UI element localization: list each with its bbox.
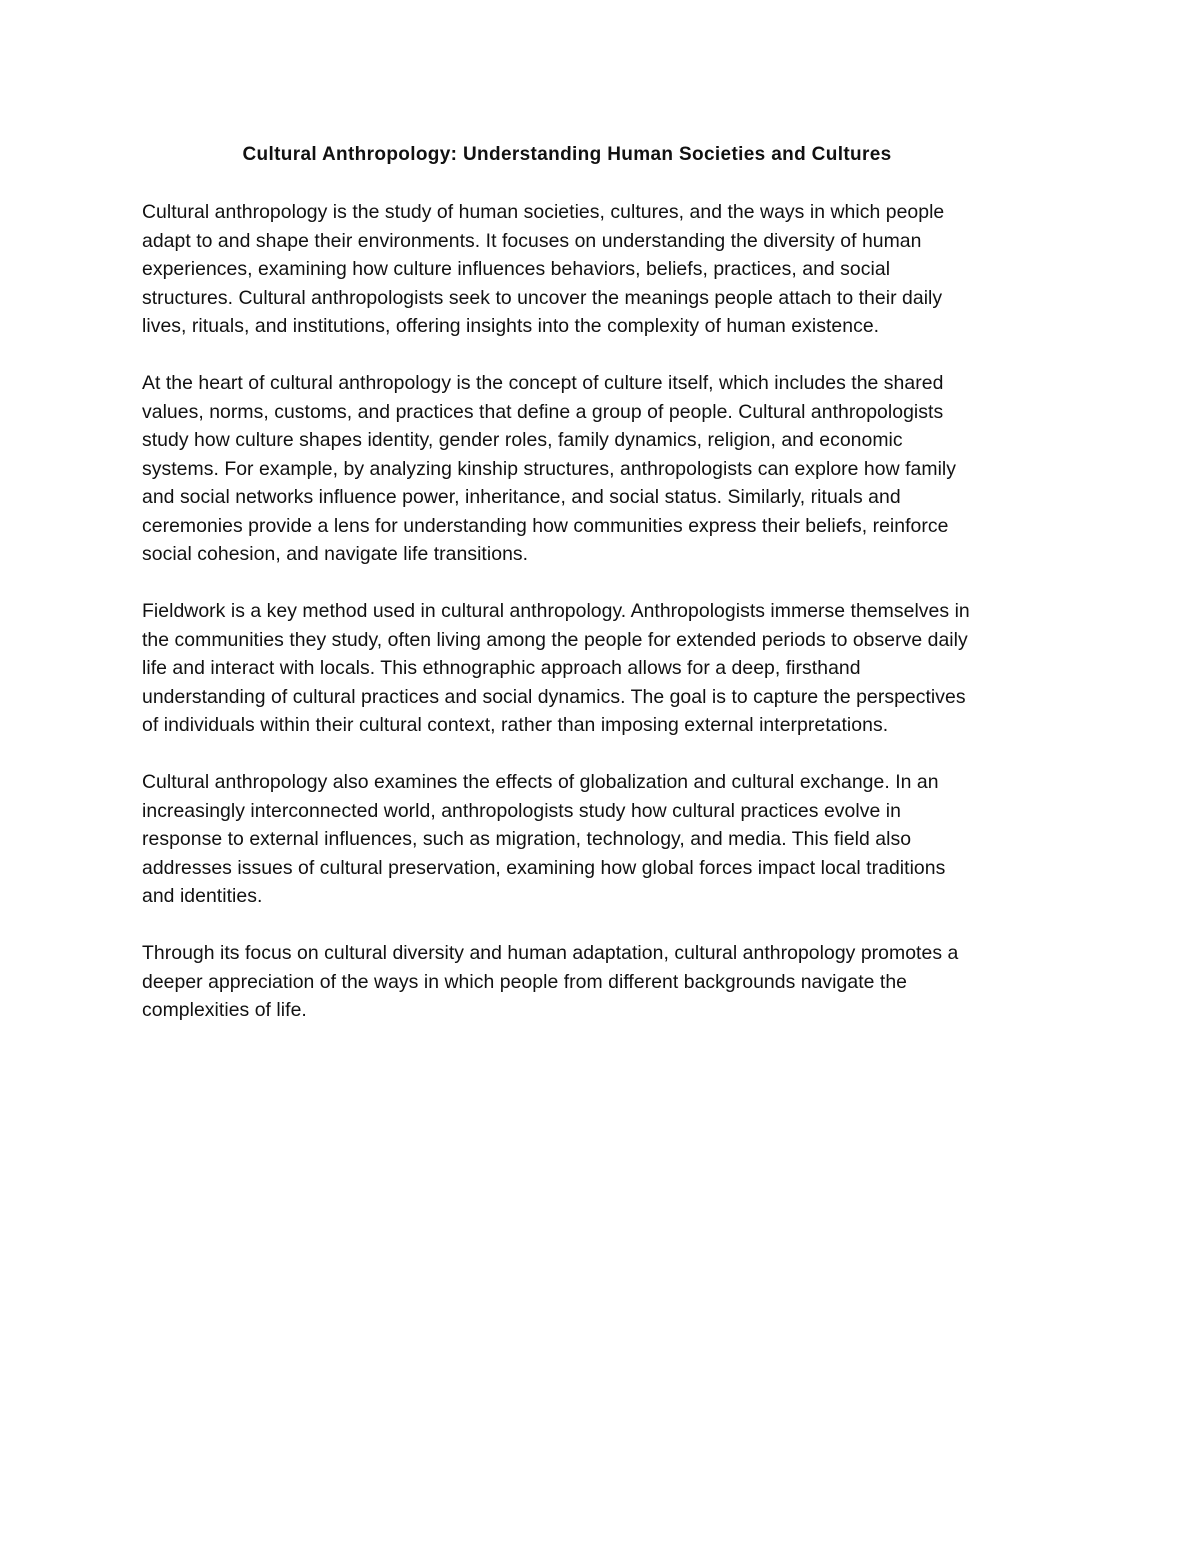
paragraph-line: and identities. xyxy=(142,885,263,907)
paragraph-line: Fieldwork is a key method used in cultural anthropology. Anthropologists immerse themselves in xyxy=(142,600,970,622)
paragraph-line: understanding of cultural practices and social dynamics. The goal is to capture the perspectives xyxy=(142,685,966,708)
paragraph-line: adapt to and shape their environments. It focuses on understanding the diversity of human xyxy=(142,229,922,252)
paragraph-line: experiences, examining how culture influences behaviors, beliefs, practices, and social xyxy=(142,258,891,280)
paragraph-line: complexities of life. xyxy=(142,999,307,1021)
paragraph-fieldwork xyxy=(142,597,1067,740)
paragraph-line: ceremonies provide a lens for understanding how communities express their beliefs, reinforce xyxy=(142,514,949,537)
paragraph-line: response to external influences, such as migration, technology, and media. This field also xyxy=(142,828,912,850)
paragraph-line: values, norms, customs, and practices that define a group of people. Cultural anthropologists xyxy=(142,400,944,423)
paragraph-line: deeper appreciation of the ways in which people from different backgrounds navigate the xyxy=(142,970,908,993)
paragraph-conclusion xyxy=(142,939,1067,1025)
paragraph-line: addresses issues of cultural preservation, examining how global forces impact local traditions xyxy=(142,856,946,879)
document-title: Cultural Anthropology: Understanding Human Societies and Cultures xyxy=(242,144,892,165)
paragraph-line: social cohesion, and navigate life transitions. xyxy=(142,543,529,565)
paragraph-line: life and interact with locals. This ethnographic approach allows for a deep, firsthand xyxy=(142,657,861,679)
paragraph-line: lives, rituals, and institutions, offering insights into the complexity of human existence. xyxy=(142,315,880,337)
paragraph-line: systems. For example, by analyzing kinship structures, anthropologists can explore how family xyxy=(142,457,957,480)
paragraph-line: increasingly interconnected world, anthropologists study how cultural practices evolve in xyxy=(142,799,901,822)
paragraph-line: At the heart of cultural anthropology is the concept of culture itself, which includes the shared xyxy=(142,372,944,394)
paragraph-line: and social networks influence power, inheritance, and social status. Similarly, rituals and xyxy=(142,486,901,508)
paragraph-line: of individuals within their cultural context, rather than imposing external interpretations. xyxy=(142,714,889,736)
paragraph-introduction xyxy=(142,198,1067,341)
paragraph-line: Cultural anthropology also examines the effects of globalization and cultural exchange. In an xyxy=(142,771,939,793)
paragraph-line: the communities they study, often living among the people for extended periods to observe daily xyxy=(142,628,968,651)
paragraph-line: study how culture shapes identity, gender roles, family dynamics, religion, and economic xyxy=(142,429,903,451)
paragraph-globalization xyxy=(142,768,1067,911)
paragraph-line: Through its focus on cultural diversity and human adaptation, cultural anthropology promotes a xyxy=(142,942,959,964)
paragraph-line: Cultural anthropology is the study of human societies, cultures, and the ways in which people xyxy=(142,201,945,223)
paragraph-line: structures. Cultural anthropologists seek to uncover the meanings people attach to their daily xyxy=(142,286,943,309)
paragraph-concept-of-culture xyxy=(142,369,1067,569)
document-body xyxy=(142,198,1067,1053)
